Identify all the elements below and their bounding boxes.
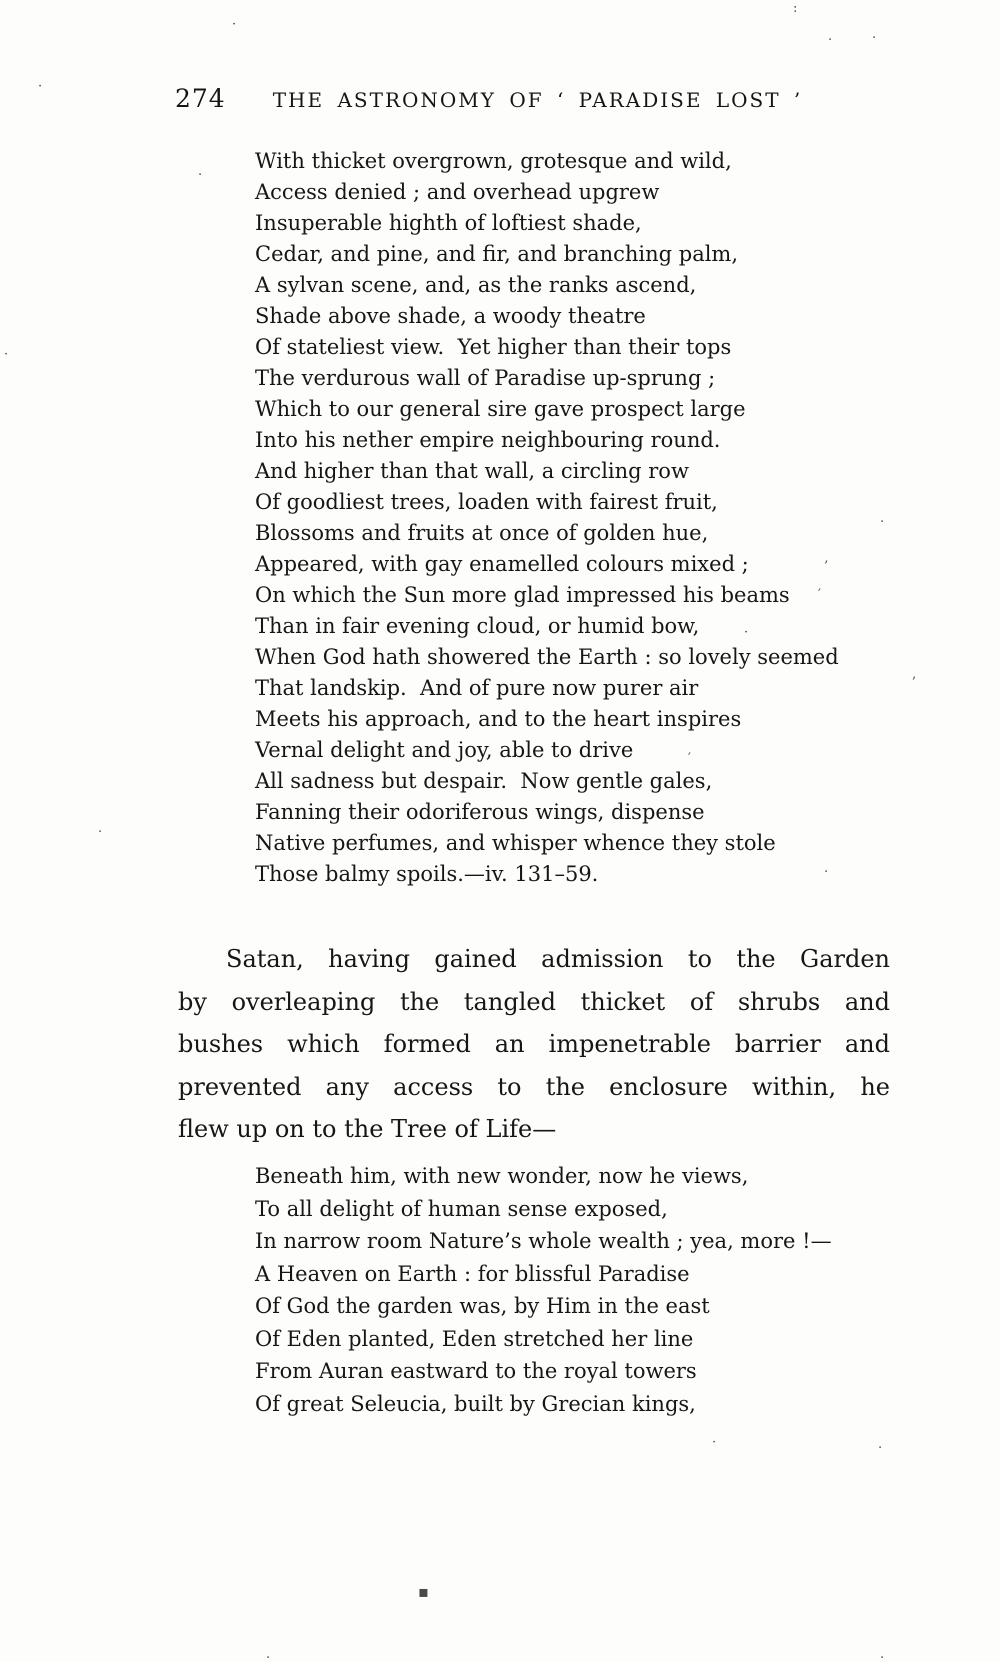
verse-line: Access denied ; and overhead upgrew (255, 180, 660, 204)
running-title: THE ASTRONOMY OF ‘ PARADISE LOST ’ (272, 88, 803, 112)
verse-line: In narrow room Nature’s whole wealth ; yea, more !— (255, 1229, 832, 1253)
verse-line: Appeared, with gay enamelled colours mixed ; (255, 552, 749, 576)
prose-line: prevented any access to the enclosure within, he (178, 1072, 890, 1101)
scan-speck: . (266, 1647, 271, 1662)
verse-line: Than in fair evening cloud, or humid bow, (255, 614, 700, 638)
scan-speck: · (744, 625, 749, 640)
scan-speck: · (4, 347, 9, 362)
verse-line: Of God the garden was, by Him in the east (255, 1294, 710, 1318)
verse-line: Of Eden planted, Eden stretched her line (255, 1326, 694, 1351)
verse-line: Which to our general sire gave prospect large (255, 397, 746, 421)
verse-line: On which the Sun more glad impressed his beams (255, 583, 790, 607)
scan-speck: . (878, 1437, 883, 1452)
verse-line: Of goodliest trees, loaden with fairest fruit, (255, 490, 718, 514)
verse-quote-2 (255, 1160, 955, 1420)
verse-line: Cedar, and pine, and fir, and branching palm, (255, 242, 739, 266)
prose-line: flew up on to the Tree of Life— (178, 1115, 557, 1143)
scan-speck: ‚ (912, 667, 917, 682)
prose-line: by overleaping the tangled thicket of shrubs and (178, 987, 890, 1016)
scan-speck: ′ (688, 751, 691, 766)
verse-line: From Auran eastward to the royal towers (255, 1359, 697, 1383)
verse-line: Meets his approach, and to the heart inspires (255, 707, 742, 731)
verse-line: A sylvan scene, and, as the ranks ascend, (255, 273, 697, 297)
scan-speck: . (98, 821, 103, 836)
verse-line: To all delight of human sense exposed, (255, 1196, 668, 1221)
verse-line: All sadness but despair. Now gentle gales, (255, 769, 713, 793)
scan-speck: . (880, 511, 885, 526)
scan-speck: · (712, 1435, 717, 1450)
verse-quote-1 (255, 146, 955, 890)
prose-line: bushes which formed an impenetrable barrier and (178, 1030, 890, 1058)
scan-speck: . (828, 29, 833, 44)
page-header (175, 84, 802, 113)
verse-line: Beneath him, with new wonder, now he views, (255, 1164, 749, 1188)
verse-line: Native perfumes, and whisper whence they stole (255, 831, 776, 855)
verse-line: With thicket overgrown, grotesque and wild, (255, 149, 732, 173)
scan-speck: · (232, 17, 237, 32)
verse-line: Of great Seleucia, built by Grecian kings, (255, 1391, 696, 1416)
scan-speck: ′ (818, 587, 821, 602)
verse-line: That landskip. And of pure now purer air (255, 676, 699, 700)
prose-paragraph (178, 938, 890, 1151)
scan-speck: · (38, 79, 43, 94)
verse-line: Fanning their odoriferous wings, dispense (255, 800, 705, 824)
verse-line: Vernal delight and joy, able to drive (255, 738, 634, 762)
verse-line: Insuperable highth of loftiest shade, (255, 211, 642, 235)
verse-line: And higher than that wall, a circling row (255, 459, 689, 483)
scan-speck: . (872, 27, 877, 42)
scan-speck: : (793, 1, 798, 16)
verse-line: When God hath showered the Earth : so lovely seemed (255, 645, 839, 669)
verse-citation-line: Those balmy spoils.—iv. 131–59. (255, 862, 599, 886)
scan-speck: . (880, 1647, 885, 1662)
scan-speck: ▪ (418, 1582, 429, 1601)
verse-line: The verdurous wall of Paradise up-sprung ; (255, 366, 716, 390)
verse-line: Shade above shade, a woody theatre (255, 304, 646, 328)
scan-speck: ’ (824, 559, 829, 574)
verse-line: A Heaven on Earth : for blissful Paradise (255, 1261, 690, 1286)
page-number: 274 (175, 84, 226, 113)
scan-speck: . (824, 861, 829, 876)
verse-line: Of stateliest view. Yet higher than their tops (255, 335, 732, 359)
prose-line: Satan, having gained admission to the Garden (226, 945, 890, 973)
verse-line: Into his nether empire neighbouring round. (255, 428, 721, 452)
scan-speck: . (198, 164, 203, 179)
verse-line: Blossoms and fruits at once of golden hue, (255, 521, 709, 545)
